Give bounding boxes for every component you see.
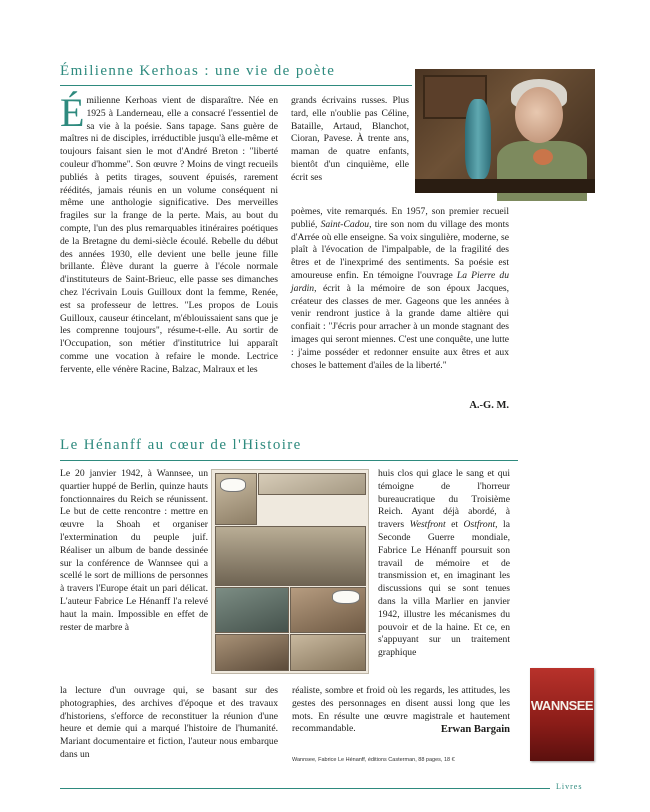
article-body-column-2-top: grands écrivains russes. Plus tard, elle n'oublie pas Céline, Bataille, Artaud, Blanchot, Cioran, Pavese. À trente ans, maman de quatre enfants, bientôt d'un cinquième, elle écrit ses <box>291 95 409 183</box>
article-title: Émilienne Kerhoas : une vie de poète <box>60 63 336 79</box>
drop-cap: É <box>60 90 85 135</box>
book-title: La Pierre du jardin <box>291 269 509 294</box>
book-title: Saint-Cadou <box>320 218 370 230</box>
body-text: poèmes, vite remarqués. En 1957, son premier recueil publié, <box>291 206 509 230</box>
book-title: Ostfront <box>463 519 496 531</box>
title-rule <box>60 460 518 461</box>
book-cover-title: WANNSEE <box>530 698 594 713</box>
author-signature: Erwan Bargain <box>440 724 510 735</box>
body-text: et <box>445 519 464 531</box>
body-text: huis clos qui glace le sang et qui témoigne de l'horreur bureaucratique du Troisième Reich. Ayant déjà abordé, à travers <box>378 468 510 531</box>
article-body-column-2-bottom <box>291 206 509 394</box>
section-label: Livres <box>556 782 583 791</box>
title-rule <box>60 85 412 86</box>
article-title: Le Hénanff au cœur de l'Histoire <box>60 437 302 453</box>
article-body-column-1: Le 20 janvier 1942, à Wannsee, un quartier huppé de Berlin, quinze hauts fonctionnaires du Reich se réunissent. Le but de cette rencontre : mettre en œuvre la Shoah et organiser l'extermination du peuple juif. Réaliser un album de bande dessinée sur la conférence de Wannsee qui a scellé le sort de millions de personnes à travers l'Europe était un pari délicat. L'auteur Fabrice Le Hénanff l'a relevé haut la main. Impossible en effet de rester de marbre à <box>60 468 208 633</box>
book-credit: Wannsee, Fabrice Le Hénanff, éditions Casterman, 88 pages, 18 € <box>292 757 455 763</box>
article-body-column-2 <box>378 468 510 684</box>
body-text: milienne Kerhoas vient de disparaître. Née en 1925 à Landerneau, elle a consacré l'essentiel de sa vie à la poésie. Sans tapage. Sans guère de maîtres ni de disciples, irréductible jusqu'à elle-même et toujours faisant sien le mot d'André Breton : "liberté couleur d'homme". Son œuvre ? Moins de vingt recueils publiés à petits tirages, souvent épuisés, rarement réédités, jamais réunis en un volume conséquent ni même une anthologie significative. Des merveilles fragiles sur la frange de la perte. Mais, au bout du compte, l'un des plus remarquables itinéraires poétiques de la Bretagne du demi-siècle écoulé. Rebelle du début des années 1930, elle devient une belle jeune fille brillante. Élève durant la guerre à l'école normale d'instituteurs de Saint-Brieuc, elle passe ses dimanches chez l'écrivain Louis Guilloux dont la femme, Renée, est sa professeur de lettres. "Les propos de Louis Guilloux, causeur étincelant, m'éblouissaient sans que je les comprenne toujours", résume-t-elle. Au sortir de l'Occupation, son métier d'institutrice lui apparaît comme une vocation à refaire le monde. Lectrice fervente, elle vénère Racine, Balzac, Malraux et les <box>60 95 278 375</box>
book-cover-image <box>530 668 594 761</box>
footer-rule <box>60 788 550 789</box>
body-text: , la Seconde Guerre mondiale, Fabrice Le Hénanff poursuit son travail de mémoire et de transmission et, en imaginant les discussions qui se sont tenues dans la villa Marlier en janvier 1942, illustre les mécanismes du pouvoir et de la haine. Et ce, en s'appuyant sur un traitement graphique <box>378 519 510 659</box>
comic-page-image <box>211 469 369 674</box>
portrait-photo <box>415 69 595 193</box>
book-title: Westfront <box>409 519 446 531</box>
body-text: , écrit à la mémoire de son époux Jacques, créateur des classes de mer. Gageons que les années à venir rendront justice à la grande dame altière qui confiait : "J'écris pour arracher à un monde stagnant des images qui seront miennes. C'est une conquête, une lutte : j'aime posséder et redonner ensuite aux êtres et aux choses le battement d'ailes de la liberté." <box>291 282 509 371</box>
article-body-column-1 <box>60 90 278 415</box>
article-body-bottom-left: la lecture d'un ouvrage qui, se basant sur des photographies, des archives d'époque et des travaux d'historiens, s'efforce de reconstituer la réunion d'une heure et demie qui a marqué l'histoire de l'humanité. Mariant documentaire et fiction, l'auteur nous embarque dans un <box>60 685 278 760</box>
author-signature: A.-G. M. <box>469 400 509 411</box>
article-body-bottom-right: réaliste, sombre et froid où les regards, les attitudes, les gestes des personnages en disent aussi long que les mots. En résulte une œuvre magistrale et hautement recommandable. <box>292 685 510 735</box>
body-text: , tire son nom du village des monts d'Arrée où elle enseigne. Sa voix singulière, moderne, se plaît à l'évocation de l'impalpable, de la fragilité des êtres et de l'inexprimé des sentiments. Sa poésie est amoureuse enfin. En témoigne l'ouvrage <box>291 218 509 281</box>
